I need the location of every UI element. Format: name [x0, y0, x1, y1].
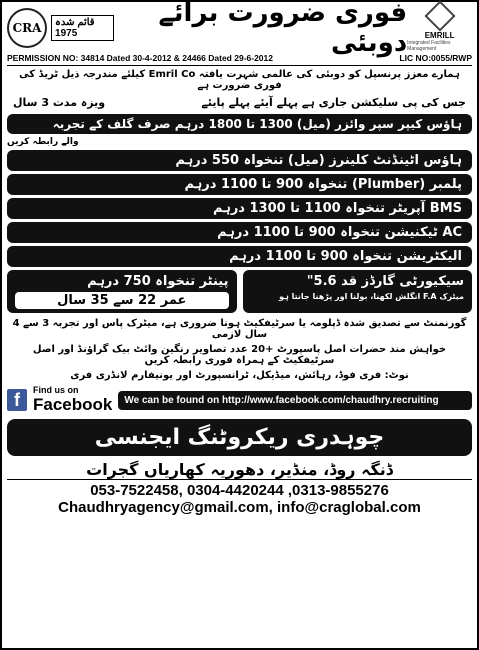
emrill-diamond-icon [424, 0, 455, 31]
job-guards [243, 270, 473, 313]
apply-note: خواہش مند حضرات اصل پاسپورٹ +20 عدد تصاویر رنگین وائٹ بیک گراؤنڈ اور اصل سرٹیفکیٹ کے ہمراہ فوری رابطہ کریں [32, 344, 447, 366]
agency-emails: Chaudhryagency@gmail.com, info@craglobal.com [58, 499, 421, 516]
facebook-label [33, 385, 112, 415]
facebook-brand: Facebook [33, 395, 113, 414]
job-attendant-text: ہاؤس اٹینڈنٹ کلینرز (میل) تنخواہ 550 درہم [175, 153, 462, 168]
job-bms-text: BMS آپریٹر تنخواہ 1100 تا 1300 درہم [213, 201, 462, 216]
established-label: قائم شدہ 1975 [51, 15, 114, 41]
job-ac [7, 222, 472, 243]
permission-right: LIC NO:0055/RWP [399, 53, 472, 63]
job-painter-text: پینٹر تنخواہ 750 درہم [87, 274, 229, 289]
agency-address: ڈنگہ روڈ، منڈیر، دھوریہ کھاریاں گجرات [86, 460, 393, 479]
permission-left: PERMISSION NO: 34814 Dated 30-4-2012 & 24466 Dated 29-6-2012 [7, 53, 273, 63]
job-electrician [7, 246, 472, 267]
visa-duration: ویزہ مدت 3 سال [13, 96, 106, 109]
intro-text: ہمارے معزز پرنسپل کو دوبئی کی عالمی شہرت یافتہ Emril Co کیلئے مندرجہ ذیل ٹریڈ کی فوری ضرورت ہے [19, 69, 460, 91]
housekeeping-note: والے رابطہ کریں [7, 137, 79, 147]
guards-note: میٹرک F.A انگلش لکھنا، بولنا اور پڑھنا جانتا ہو [279, 292, 464, 301]
age-text: عمر 22 سے 35 سال [15, 292, 229, 309]
cra-logo: CRA [7, 8, 47, 48]
facebook-icon: f [7, 389, 27, 411]
govt-note: گورنمنٹ سے تصدیق شدہ ڈپلومہ یا سرٹیفکیٹ ہونا ضروری ہے، میٹرک پاس اور تجربہ 3 سے 4 سال لازمی [12, 318, 467, 340]
guards-painter-row [7, 270, 472, 313]
job-plumber-text: پلمبر (Plumber) تنخواہ 900 تا 1100 درہم [184, 177, 462, 192]
find-us-text: Find us on [33, 385, 79, 395]
job-electrician-text: الیکٹریشن تنخواہ 900 تا 1100 درہم [229, 249, 462, 264]
job-housekeeping-text: ہاؤس کیپر سپر وائزر (میل) 1300 تا 1800 درہم صرف گلف کے تجربہ [52, 117, 462, 131]
selection-text: جس کی پی سلیکشن جاری ہے پہلے آیئے پہلے پایئے [201, 96, 466, 109]
permission-row [7, 51, 472, 66]
emrill-name: EMRILL [424, 30, 455, 40]
agency-phones: 053-7522458, 0304-4420244 ,0313-9855276 [7, 479, 472, 499]
job-attendant [7, 150, 472, 171]
emrill-logo [407, 5, 472, 52]
job-housekeeping [7, 114, 472, 134]
perks-note: نوٹ: فری فوڈ، رہائش، میڈیکل، ٹرانسپورٹ اور یونیفارم لانڈری فری [70, 370, 409, 381]
job-guards-text: سیکیورٹی گارڈز قد 5.6" [306, 274, 464, 289]
job-ac-text: AC ٹیکنیشن تنخواہ 900 تا 1100 درہم [217, 225, 462, 240]
facebook-row [7, 385, 472, 415]
visa-row [7, 94, 472, 111]
headline: فوری ضرورت برائے دوبئی [158, 0, 408, 58]
job-painter [7, 270, 237, 313]
facebook-url[interactable]: We can be found on http://www.facebook.com/chaudhry.recruiting [118, 391, 472, 410]
job-bms [7, 198, 472, 219]
job-plumber [7, 174, 472, 195]
agency-name: چوہدری ریکروٹنگ ایجنسی [7, 419, 472, 456]
cra-block [7, 8, 114, 48]
emrill-sub: Integrated Facilities Management [407, 39, 451, 52]
